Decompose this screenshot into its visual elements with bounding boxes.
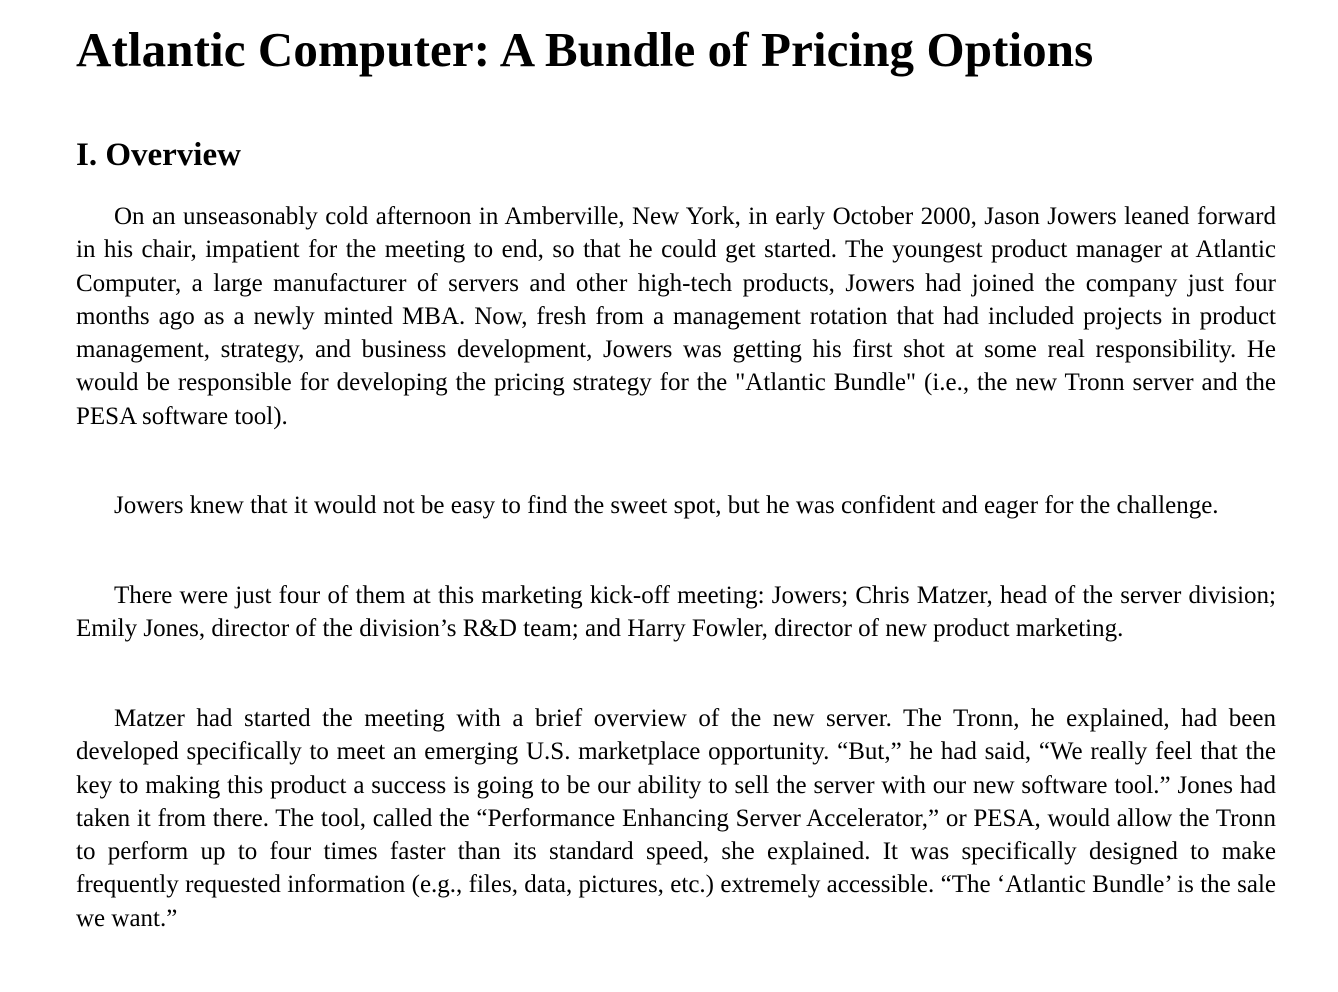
section-heading-overview: I. Overview — [76, 137, 241, 173]
paragraph-server-overview: Matzer had started the meeting with a brief overview of the new server. The Tronn, he explained, had been developed specifically to meet an emerging U.S. marketplace opportunity. “But,” he had said, “We really feel that the key to making this product a success is going to be our ability to sell the server with our new software tool.” Jones had taken it from there. The tool, called the “Performance Enhancing Server Accelerator,” or PESA, would allow the Tronn to perform up to four times faster than its standard speed, she explained. It was specifically designed to make frequently requested information (e.g., files, data, pictures, etc.) extremely accessible. “The ‘Atlantic Bundle’ is the sale we want.” — [76, 705, 1276, 932]
paragraph-challenge: Jowers knew that it would not be easy to find the sweet spot, but he was confident and eager for the challenge. — [114, 492, 1219, 519]
document-title: Atlantic Computer: A Bundle of Pricing Options — [76, 22, 1094, 77]
paragraph-intro: On an unseasonably cold afternoon in Amberville, New York, in early October 2000, Jason Jowers leaned forward in his chair, impatient for the meeting to end, so that he could get started. The youngest product manager at Atlantic Computer, a large manufacturer of servers and other high-tech products, Jowers had joined the company just four months ago as a newly minted MBA. Now, fresh from a management rotation that had included projects in product management, strategy, and business development, Jowers was getting his first shot at some real responsibility. He would be responsible for developing the pricing strategy for the "Atlantic Bundle" (i.e., the new Tronn server and the PESA software tool). — [76, 203, 1276, 430]
paragraph-attendees: There were just four of them at this marketing kick-off meeting: Jowers; Chris Matzer, head of the server division; Emily Jones, director of the division’s R&D team; and Harry Fowler, director of new product marketing. — [76, 582, 1276, 643]
